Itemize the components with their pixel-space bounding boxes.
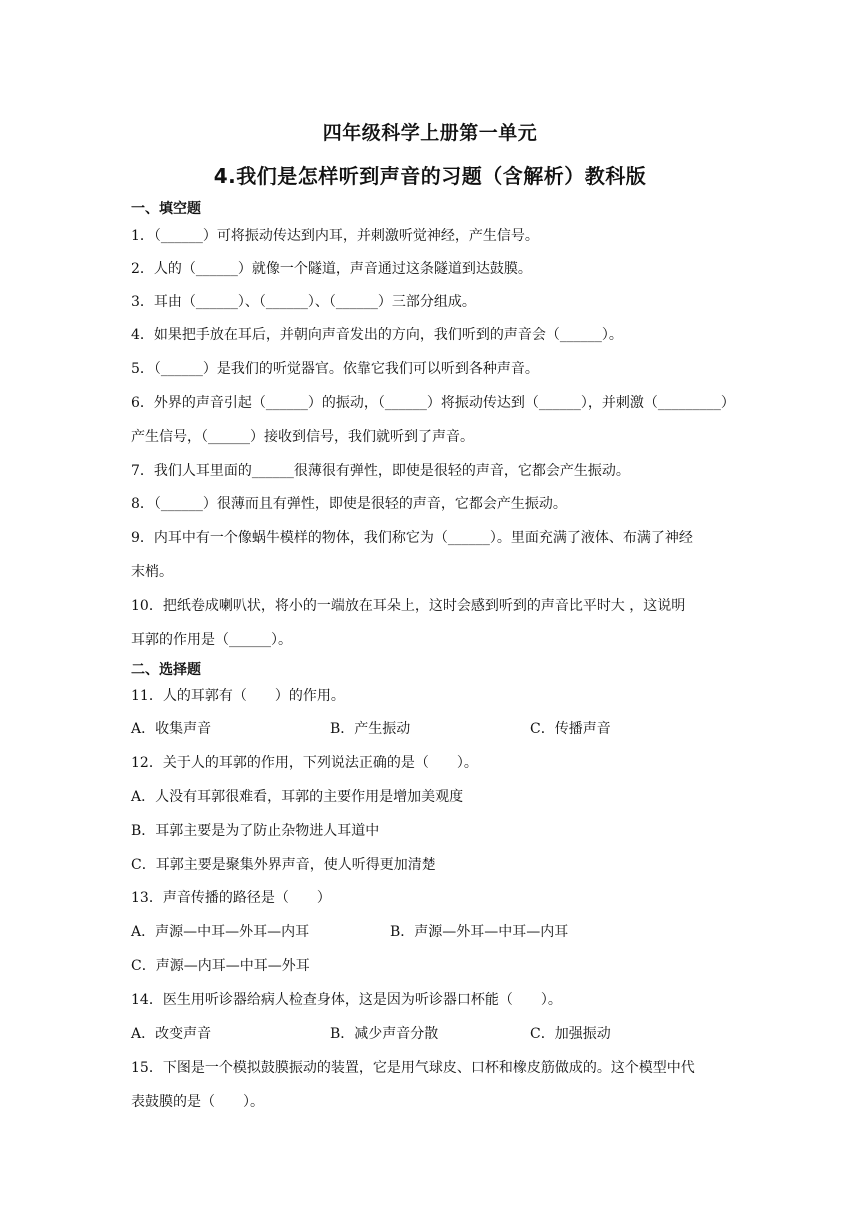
question-12: 12．关于人的耳郭的作用，下列说法正确的是（ ）。 bbox=[131, 755, 478, 771]
question-11-option-c: C．传播声音 bbox=[530, 721, 611, 737]
question-12-option-c: C．耳郭主要是聚集外界声音，使人听得更加清楚 bbox=[131, 857, 436, 873]
section-heading-choice: 二、选择题 bbox=[131, 662, 201, 678]
page-subtitle: 4.我们是怎样听到声音的习题（含解析）教科版 bbox=[213, 164, 647, 188]
question-4: 4．如果把手放在耳后，并朝向声音发出的方向，我们听到的声音会（______）。 bbox=[131, 327, 623, 343]
question-9-line-2: 末梢。 bbox=[131, 564, 173, 580]
question-6-line-1: 6．外界的声音引起（______）的振动，（______）将振动传达到（______），并刺激（_________） bbox=[131, 395, 735, 411]
section-heading-fill-blank: 一、填空题 bbox=[131, 201, 201, 217]
question-2: 2．人的（______）就像一个隧道，声音通过这条隧道到达鼓膜。 bbox=[131, 261, 532, 277]
question-11-option-a: A．收集声音 bbox=[131, 721, 212, 737]
question-13-option-c: C．声源—内耳—中耳—外耳 bbox=[131, 958, 310, 974]
page-title: 四年级科学上册第一单元 bbox=[322, 122, 538, 144]
question-11: 11．人的耳郭有（ ）的作用。 bbox=[131, 688, 345, 704]
question-14: 14．医生用听诊器给病人检查身体，这是因为听诊器口杯能（ ）。 bbox=[131, 992, 562, 1008]
question-14-option-a: A．改变声音 bbox=[131, 1026, 212, 1042]
question-7: 7．我们人耳里面的______很薄很有弹性，即使是很轻的声音，它都会产生振动。 bbox=[131, 463, 630, 479]
question-9-line-1: 9．内耳中有一个像蜗牛模样的物体，我们称它为（______）。里面充满了液体、布满了神经 bbox=[131, 530, 693, 546]
question-14-option-c: C．加强振动 bbox=[530, 1026, 611, 1042]
question-15-line-2: 表鼓膜的是（ ）。 bbox=[131, 1094, 264, 1110]
question-1: 1．（______）可将振动传达到内耳，并刺激听觉神经，产生信号。 bbox=[131, 228, 539, 244]
question-15-line-1: 15．下图是一个模拟鼓膜振动的装置，它是用气球皮、口杯和橡皮筋做成的。这个模型中代 bbox=[131, 1060, 695, 1076]
question-8: 8．（______）很薄而且有弹性，即使是很轻的声音，它都会产生振动。 bbox=[131, 496, 567, 512]
question-12-option-a: A．人没有耳郭很难看，耳郭的主要作用是增加美观度 bbox=[131, 789, 464, 805]
question-10-line-2: 耳郭的作用是（______）。 bbox=[131, 632, 292, 648]
question-13: 13．声音传播的路径是（ ） bbox=[131, 890, 331, 906]
question-13-option-a: A．声源—中耳—外耳—内耳 bbox=[131, 924, 310, 940]
question-11-option-b: B．产生振动 bbox=[330, 721, 411, 737]
question-5: 5．（______）是我们的听觉器官。依靠它我们可以听到各种声音。 bbox=[131, 361, 539, 377]
question-13-option-b: B．声源—外耳—中耳—内耳 bbox=[390, 924, 569, 940]
question-14-option-b: B．减少声音分散 bbox=[330, 1026, 439, 1042]
question-3: 3．耳由（______）、（______）、（______）三部分组成。 bbox=[131, 294, 476, 310]
question-10-line-1: 10．把纸卷成喇叭状，将小的一端放在耳朵上，这时会感到听到的声音比平时大 ，这说明 bbox=[131, 598, 686, 614]
question-6-line-2: 产生信号，（______）接收到信号，我们就听到了声音。 bbox=[131, 429, 474, 445]
question-12-option-b: B．耳郭主要是为了防止杂物进人耳道中 bbox=[131, 823, 380, 839]
